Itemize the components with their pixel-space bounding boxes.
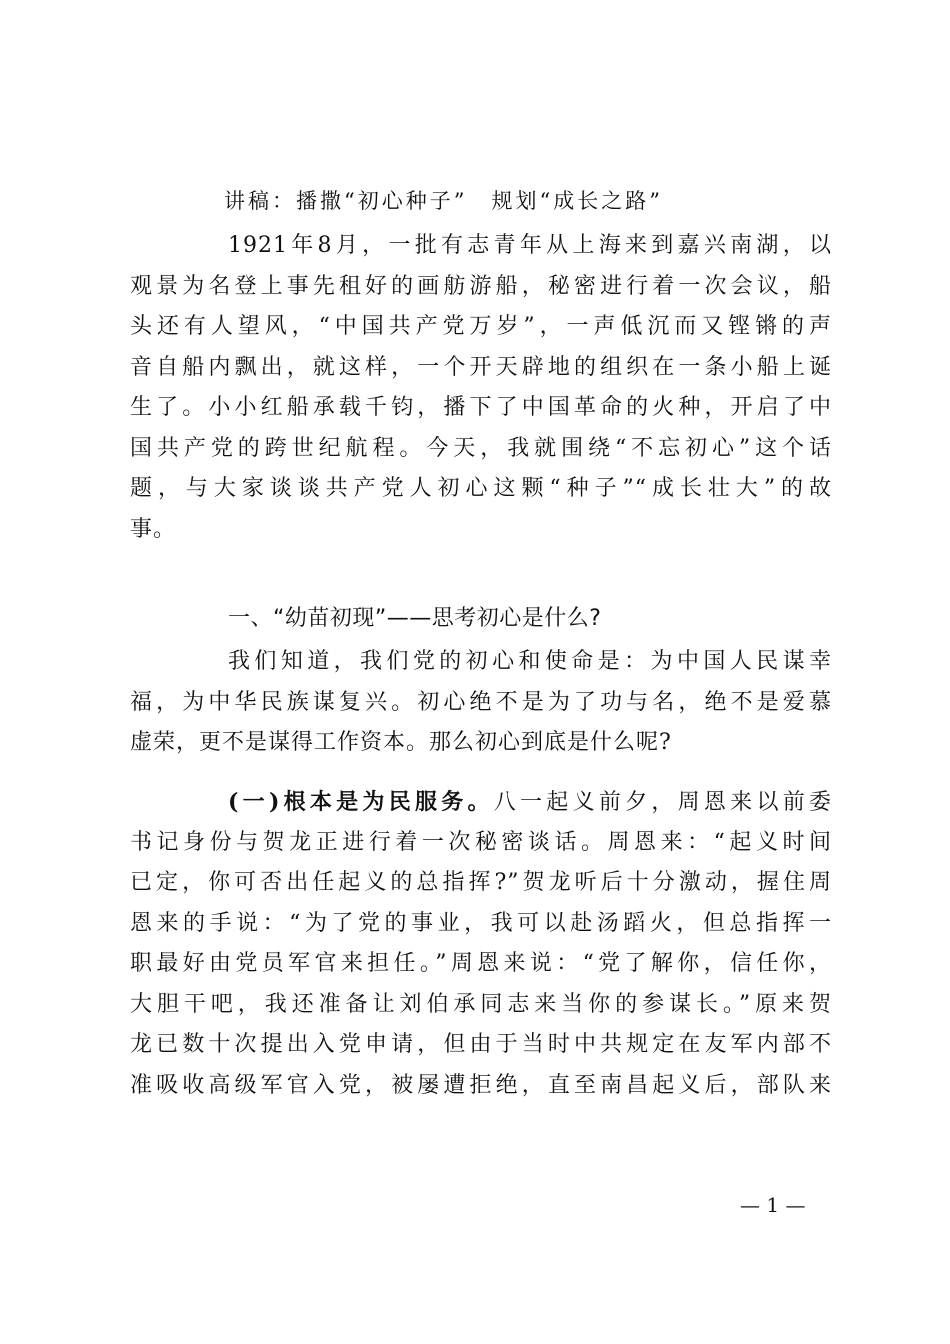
paragraph-serve-people xyxy=(130,782,832,1106)
paragraph-line: 头还有人望风，“中国共产党万岁”，一声低沉而又铿锵的声 xyxy=(130,314,832,339)
paragraph-line xyxy=(130,782,832,823)
paragraph-line: 音自船内飘出，就这样，一个开天辟地的组织在一条小船上诞 xyxy=(130,354,832,380)
paragraph-line: 书记身份与贺龙正进行着一次秘密谈话。周恩来：“起义时间 xyxy=(130,829,832,855)
paragraph-line: 恩来的手说：“为了党的事业，我可以赴汤蹈火，但总指挥一 xyxy=(130,910,832,936)
intro-paragraph xyxy=(130,226,832,550)
paragraph-line: 已定，你可否出任起义的总指挥?”贺龙听后十分激动，握住周 xyxy=(130,870,832,895)
paragraph-line: 题，与大家谈谈共产党人初心这颗“种子”“成长壮大”的故 xyxy=(130,476,832,501)
paragraph-line: 福，为中华民族谋复兴。初心绝不是为了功与名，绝不是爱慕 xyxy=(130,689,832,715)
paragraph-line: 龙已数十次提出入党申请，但由于当时中共规定在友军内部不 xyxy=(130,1032,832,1057)
paragraph-line: 观景为名登上事先租好的画舫游船，秘密进行着一次会议，船 xyxy=(130,273,832,299)
subsection-lead: (一)根本是为民服务。 xyxy=(228,789,494,815)
document-title: 讲稿：播撒“初心种子” 规划“成长之路” xyxy=(224,189,663,213)
paragraph-line: 事。 xyxy=(130,516,177,542)
paragraph-line: 职最好由党员军官来担任。”周恩来说：“党了解你，信任你， xyxy=(130,951,832,976)
section-heading: 一、“幼苗初现”——思考初心是什么? xyxy=(228,606,602,631)
paragraph-line: 生了。小小红船承载千钧，播下了中国革命的火种，开启了中 xyxy=(130,395,832,420)
paragraph-line: 虚荣，更不是谋得工作资本。那么初心到底是什么呢? xyxy=(130,730,672,755)
page-number: — 1 — xyxy=(740,1193,806,1217)
paragraph-line: 我们知道，我们党的初心和使命是：为中国人民谋幸 xyxy=(228,649,832,674)
paragraph-line: 准吸收高级军官入党，被屡遭拒绝，直至南昌起义后，部队来 xyxy=(130,1072,832,1098)
paragraph-line: 国共产党的跨世纪航程。今天，我就围绕“不忘初心”这个话 xyxy=(130,435,832,461)
paragraph-line: 大胆干吧，我还准备让刘伯承同志来当你的参谋长。”原来贺 xyxy=(130,991,832,1017)
paragraph-mission xyxy=(130,642,832,764)
paragraph-line: 1921年8月，一批有志青年从上海来到嘉兴南湖，以 xyxy=(228,233,832,258)
paragraph-text: 八一起义前夕，周恩来以前委 xyxy=(493,790,832,815)
